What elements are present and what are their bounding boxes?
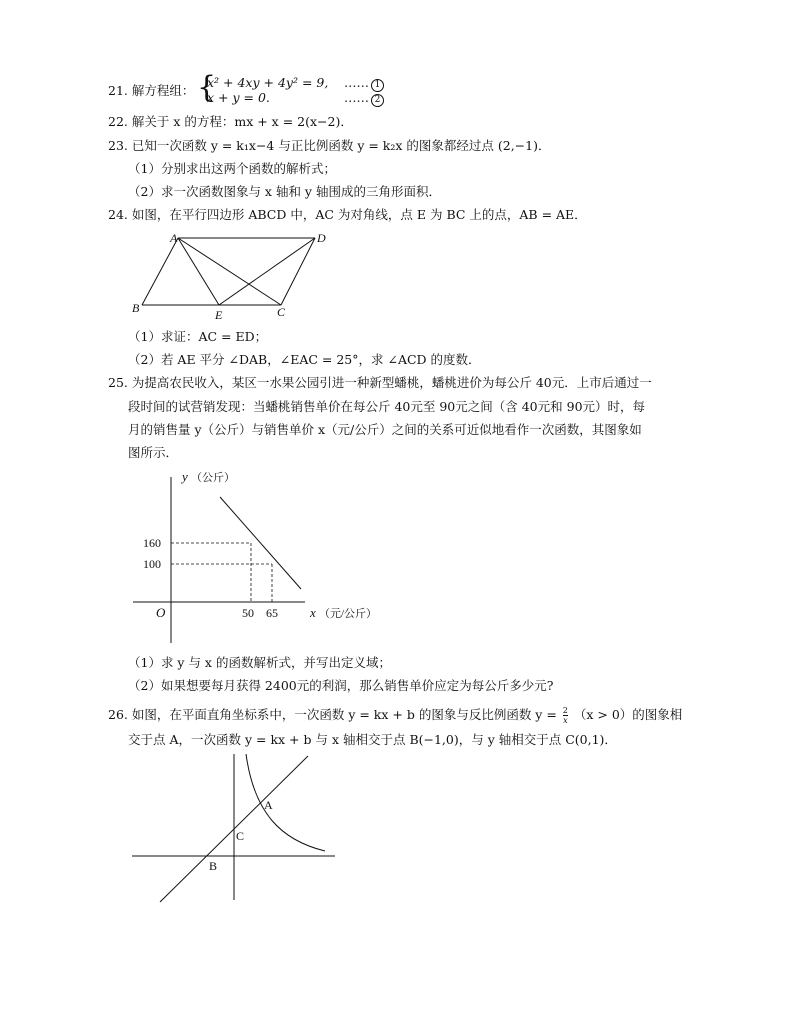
q25-line4: 图所示． <box>128 445 179 460</box>
label-e: E <box>215 308 223 322</box>
q21-label-text: 21. 解方程组： <box>108 83 195 98</box>
q21-eq2: x + y = 0. <box>207 90 270 105</box>
label-b: B <box>132 301 140 315</box>
diagonal-ac <box>178 238 281 305</box>
q21-dots1: …… <box>344 75 369 90</box>
label-d: D <box>317 231 326 245</box>
q25-line2: 段时间的试营销发现：当蟠桃销售单价在每公斤 40元至 90元之间（含 40元和 90元）时，每 <box>128 399 646 414</box>
axis-y-unit: （公斤） <box>191 472 235 484</box>
q21-dots2: …… <box>344 90 369 105</box>
axis-y-label: y <box>182 469 188 484</box>
q26-line1 <box>108 706 682 725</box>
q25-linear-graph <box>125 465 400 645</box>
q24-part2: （2）若 AE 平分 ∠DAB，∠EAC = 25°，求 ∠ACD 的度数． <box>128 352 481 367</box>
label-a: A <box>170 231 178 245</box>
tick-100: 100 <box>143 557 161 571</box>
q25-line1: 25. 为提高农民收入，某区一水果公园引进一种新型蟠桃，蟠桃进价为每公斤 40元．上市后通过一 <box>108 375 652 390</box>
q21-label <box>108 82 194 100</box>
tick-65: 65 <box>266 606 278 620</box>
tick-160: 160 <box>143 536 161 550</box>
q23-part1: （1）分别求出这两个函数的解析式； <box>128 161 336 176</box>
q22-text: 22. 解关于 x 的方程：mx + x = 2(x−2)． <box>108 114 353 129</box>
edge-ab <box>142 238 178 305</box>
segment-ed <box>219 238 315 305</box>
q21-marker2 <box>344 89 384 107</box>
edge-dc <box>281 238 315 305</box>
label-b: B <box>209 859 218 873</box>
q24-text: 24. 如图，在平行四边形 ABCD 中，AC 为对角线，点 E 为 BC 上的点，AB = AE． <box>108 207 587 222</box>
label-c: C <box>236 829 245 843</box>
q26-line1-start: 26. 如图，在平面直角坐标系中，一次函数 y = kx + b 的图象与反比例函数 y = <box>108 707 557 722</box>
q25-part2: （2）如果想要每月获得 2400元的利润，那么销售单价应定为每公斤多少元? <box>128 678 554 693</box>
q21-brace: { <box>197 70 217 105</box>
tick-50: 50 <box>242 606 254 620</box>
q21-circle2: 2 <box>371 94 384 107</box>
q23-text: 23. 已知一次函数 y = k₁x−4 与正比例函数 y = k₂x 的图象都经过点 (2,−1)． <box>108 138 551 153</box>
q25-part1: （1）求 y 与 x 的函数解析式，并写出定义域； <box>128 655 391 670</box>
q26-line2: 交于点 A，一次函数 y = kx + b 与 x 轴相交于点 B(−1,0)，与 y 轴相交于点 C(0,1)． <box>128 732 617 747</box>
segment-ae <box>178 238 219 305</box>
q26-fraction-num: 2 <box>562 706 568 715</box>
q21-eq1: x² + 4xy + 4y² = 9, <box>207 75 329 90</box>
q21-circle1: 1 <box>371 79 384 92</box>
q24-part1: （1）求证：AC = ED； <box>128 329 268 344</box>
q26-coordinate-figure <box>130 752 340 902</box>
hyperbola-curve <box>246 754 325 851</box>
q23-part2: （2）求一次函数图象与 x 轴和 y 轴围成的三角形面积． <box>128 184 441 199</box>
origin-label: O <box>156 605 166 620</box>
q26-fraction-den: x <box>563 716 568 725</box>
label-a: A <box>264 798 273 812</box>
axis-x-label: x <box>310 605 316 620</box>
q26-line1-end: （x > 0）的图象相 <box>573 707 683 722</box>
q24-parallelogram-figure <box>130 228 330 323</box>
axis-x-unit: （元/公斤） <box>319 608 378 620</box>
q26-fraction <box>563 706 568 725</box>
label-c: C <box>277 305 286 319</box>
q25-line3: 月的销售量 y（公斤）与销售单价 x（元/公斤）之间的关系可近似地看作一次函数，其图象如 <box>128 422 642 437</box>
